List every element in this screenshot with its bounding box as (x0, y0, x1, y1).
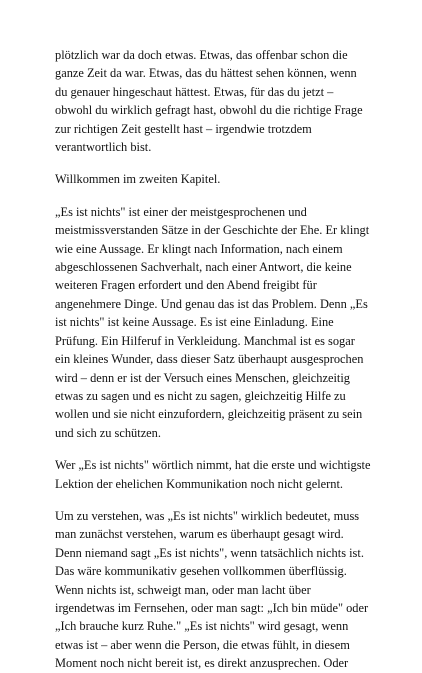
text-line: verantwortlich bist. (55, 140, 152, 155)
text-line: obwohl du wirklich gefragt hast, obwohl du die richtige Frage (55, 103, 363, 118)
text-line: wollen und sie nicht einzufordern, gleichzeitig präsent zu sein (55, 407, 363, 422)
text-line: weiteren Fragen erfordert und den Abend freigibt für (55, 278, 317, 293)
text-line: Wer „Es ist nichts" wörtlich nimmt, hat die erste und wichtigste (55, 458, 371, 473)
text-line: plötzlich war da doch etwas. Etwas, das offenbar schon die (55, 48, 348, 62)
paragraph-welcome (55, 170, 370, 188)
text-line: etwas zu sagen und es nicht zu sagen, gleichzeitig Hilfe zu (55, 388, 346, 403)
paragraph-intro (55, 46, 370, 156)
text-line: angenehmere Dinge. Und genau das ist das Problem. Denn „Es (55, 296, 368, 311)
text-line: ganze Zeit da war. Etwas, das du hättest sehen können, wenn (55, 66, 357, 81)
text-line: Lektion der ehelichen Kommunikation noch nicht gelernt. (55, 476, 343, 491)
paragraph-understanding (55, 507, 370, 673)
text-line: ist nichts" ist keine Aussage. Es ist eine Einladung. Eine (55, 315, 334, 330)
text-line: Das wäre kommunikativ gesehen vollkommen überflüssig. (55, 564, 347, 579)
text-line: etwas ist – aber wenn die Person, die etwas fühlt, in diesem (55, 637, 350, 652)
text-line: und sich zu schützen. (55, 425, 161, 440)
text-line: Prüfung. Ein Hilferuf in Verkleidung. Manchmal ist es sogar (55, 333, 355, 348)
paragraph-es-ist-nichts (55, 203, 370, 442)
text-line: wird – denn er ist der Versuch eines Menschen, gleichzeitig (55, 370, 350, 385)
text-line: „Es ist nichts" ist einer der meistgesprochenen und (55, 204, 307, 219)
text-line: ein kleines Wunder, dass dieser Satz überhaupt ausgesprochen (55, 352, 364, 367)
text-line: Um zu verstehen, was „Es ist nichts" wirklich bedeutet, muss (55, 508, 360, 523)
text-line: irgendetwas im Fernsehen, oder man sagt: „Ich bin müde" oder (55, 600, 369, 615)
text-line: Wenn nichts ist, schweigt man, oder man lacht über (55, 582, 311, 597)
text-line: Willkommen im zweiten Kapitel. (55, 172, 221, 187)
text-line: zur richtigen Zeit gestellt hast – irgendwie trotzdem (55, 121, 312, 136)
text-line: Moment noch nicht bereit ist, es direkt anzusprechen. Oder (55, 656, 349, 671)
text-line: wie eine Aussage. Er klingt nach Information, nach einem (55, 241, 343, 256)
text-line: Denn niemand sagt „Es ist nichts", wenn tatsächlich nichts ist. (55, 545, 364, 560)
text-line: man zunächst verstehen, warum es überhaupt gesagt wird. (55, 527, 344, 542)
text-line: meistmissverstanden Sätze in der Geschichte der Ehe. Er klingt (55, 223, 370, 238)
text-line: du genauer hingeschaut hättest. Etwas, für das du jetzt – (55, 84, 334, 99)
text-line: „Ich brauche kurz Ruhe." „Es ist nichts" wird gesagt, wenn (55, 619, 349, 634)
text-line: abgeschlossenen Sachverhalt, nach einer Antwort, die keine (55, 260, 352, 275)
paragraph-lesson (55, 456, 370, 493)
